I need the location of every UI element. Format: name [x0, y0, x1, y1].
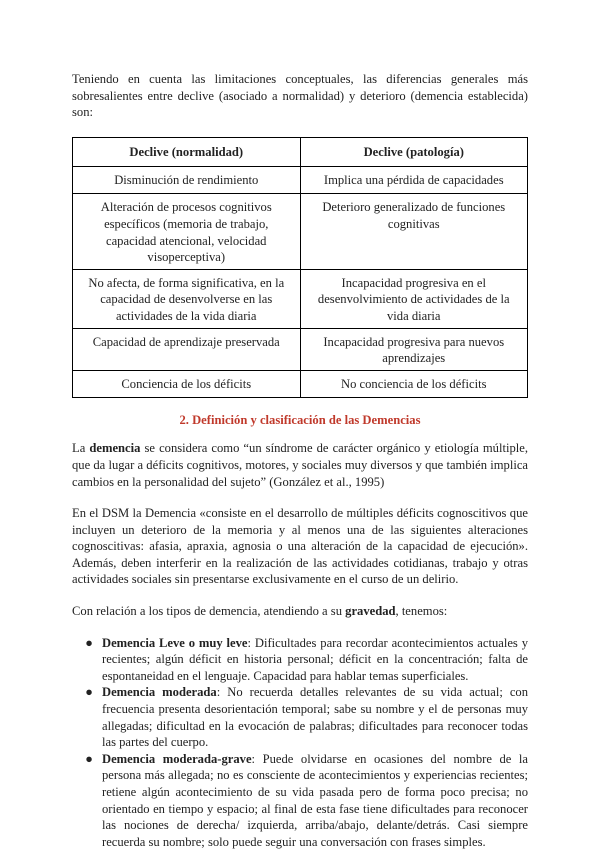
list-item — [72, 684, 528, 750]
table-row — [73, 194, 528, 269]
table-cell: Capacidad de aprendizaje preservada — [73, 328, 301, 370]
table-cell: No conciencia de los déficits — [300, 370, 528, 397]
list-item — [72, 635, 528, 685]
section-heading: 2. Definición y clasificación de las Demencias — [179, 412, 421, 427]
table-cell: Implica una pérdida de capacidades — [300, 167, 528, 194]
definition-pre: La — [72, 441, 90, 456]
bullet-icon: ● — [85, 685, 93, 700]
table-cell: No afecta, de forma significativa, en la capacidad de desenvolverse en las actividades de la vida diaria — [73, 269, 301, 328]
table-cell: Deterioro generalizado de funciones cognitivas — [300, 194, 528, 269]
list-item-term: Demencia moderada-grave — [102, 751, 252, 766]
document-content — [72, 71, 528, 850]
table-header-cell: Declive (patología) — [300, 137, 528, 167]
table-cell: Incapacidad progresiva en el desenvolvimiento de actividades de la vida diaria — [300, 269, 528, 328]
table-cell: Alteración de procesos cognitivos específicos (memoria de trabajo, capacidad atencional, velocidad visoperceptiva) — [73, 194, 301, 269]
table-cell: Conciencia de los déficits — [73, 370, 301, 397]
table-header-cell: Declive (normalidad) — [73, 137, 301, 167]
table-header-row — [73, 137, 528, 167]
severity-pre: Con relación a los tipos de demencia, atendiendo a su — [72, 604, 346, 619]
table-cell: Incapacidad progresiva para nuevos aprendizajes — [300, 328, 528, 370]
comparison-table — [72, 137, 528, 398]
severity-intro-paragraph — [72, 603, 528, 620]
bullet-icon: ● — [85, 635, 93, 650]
table-row — [73, 269, 528, 328]
definition-post: se considera como “un síndrome de carácter orgánico y etiología múltiple, que da lugar a déficits cognitivos, motores, y sociales muy diversos y que también implica cambios en la personalidad del sujeto” (González et al., 1995) — [72, 441, 528, 489]
table-cell: Disminución de rendimiento — [73, 167, 301, 194]
list-item — [72, 751, 528, 850]
bullet-icon: ● — [85, 751, 93, 766]
definition-paragraph — [72, 440, 528, 490]
table-row — [73, 370, 528, 397]
table-row — [73, 167, 528, 194]
list-item-term: Demencia Leve o muy leve — [102, 635, 248, 650]
list-item-text: : Puede olvidarse en ocasiones del nombre de la persona más allegada; no es consciente de acontecimientos y experiencias recientes; retiene algún acontecimiento de su vida pasada pero de forma poco precisa; no orientado en tiempo y espacio; al final de esta fase tiene dificultades para reconocer las nociones de derecha/ izquierda, arriba/abajo, delante/detrás. Casi siempre recuerda su nombre; solo puede seguir una conversación con frases simples. — [102, 751, 528, 849]
table-row — [73, 328, 528, 370]
list-item-text: : Dificultades para recordar acontecimientos actuales y recientes; algún déficit en historia personal; déficit en la concentración; falta de espontaneidad en el lenguaje. Capacidad para hablar temas superficiales. — [102, 635, 528, 683]
dsm-paragraph: En el DSM la Demencia «consiste en el desarrollo de múltiples déficits cognoscitivos que incluyen un deterioro de la memoria y al menos una de las siguientes alteraciones cognoscitivas: afasia, apraxia, agnosia o una alteración de la capacidad de ejecución». Además, deben interferir en la realización de las actividades cotidianas, trabajo y otras actividades sociales sin presentarse exclusivamente en el curso de un delirio. — [72, 506, 528, 587]
intro-paragraph: Teniendo en cuenta las limitaciones conceptuales, las diferencias generales más sobresalientes entre declive (asociado a normalidad) y deterioro (demencia establecida) son: — [72, 72, 528, 120]
severity-term: gravedad — [345, 604, 396, 619]
list-item-text: : No recuerda detalles relevantes de su vida actual; con frecuencia presenta desorientación temporal; sabe su nombre y el de personas muy allegadas; dificultad en la evocación de palabras; dificultades para reconocer todas las partes del cuerpo. — [102, 685, 529, 750]
definition-term: demencia — [89, 441, 141, 456]
list-item-term: Demencia moderada — [102, 685, 217, 700]
severity-list — [72, 635, 528, 850]
severity-post: , tenemos: — [395, 604, 448, 619]
